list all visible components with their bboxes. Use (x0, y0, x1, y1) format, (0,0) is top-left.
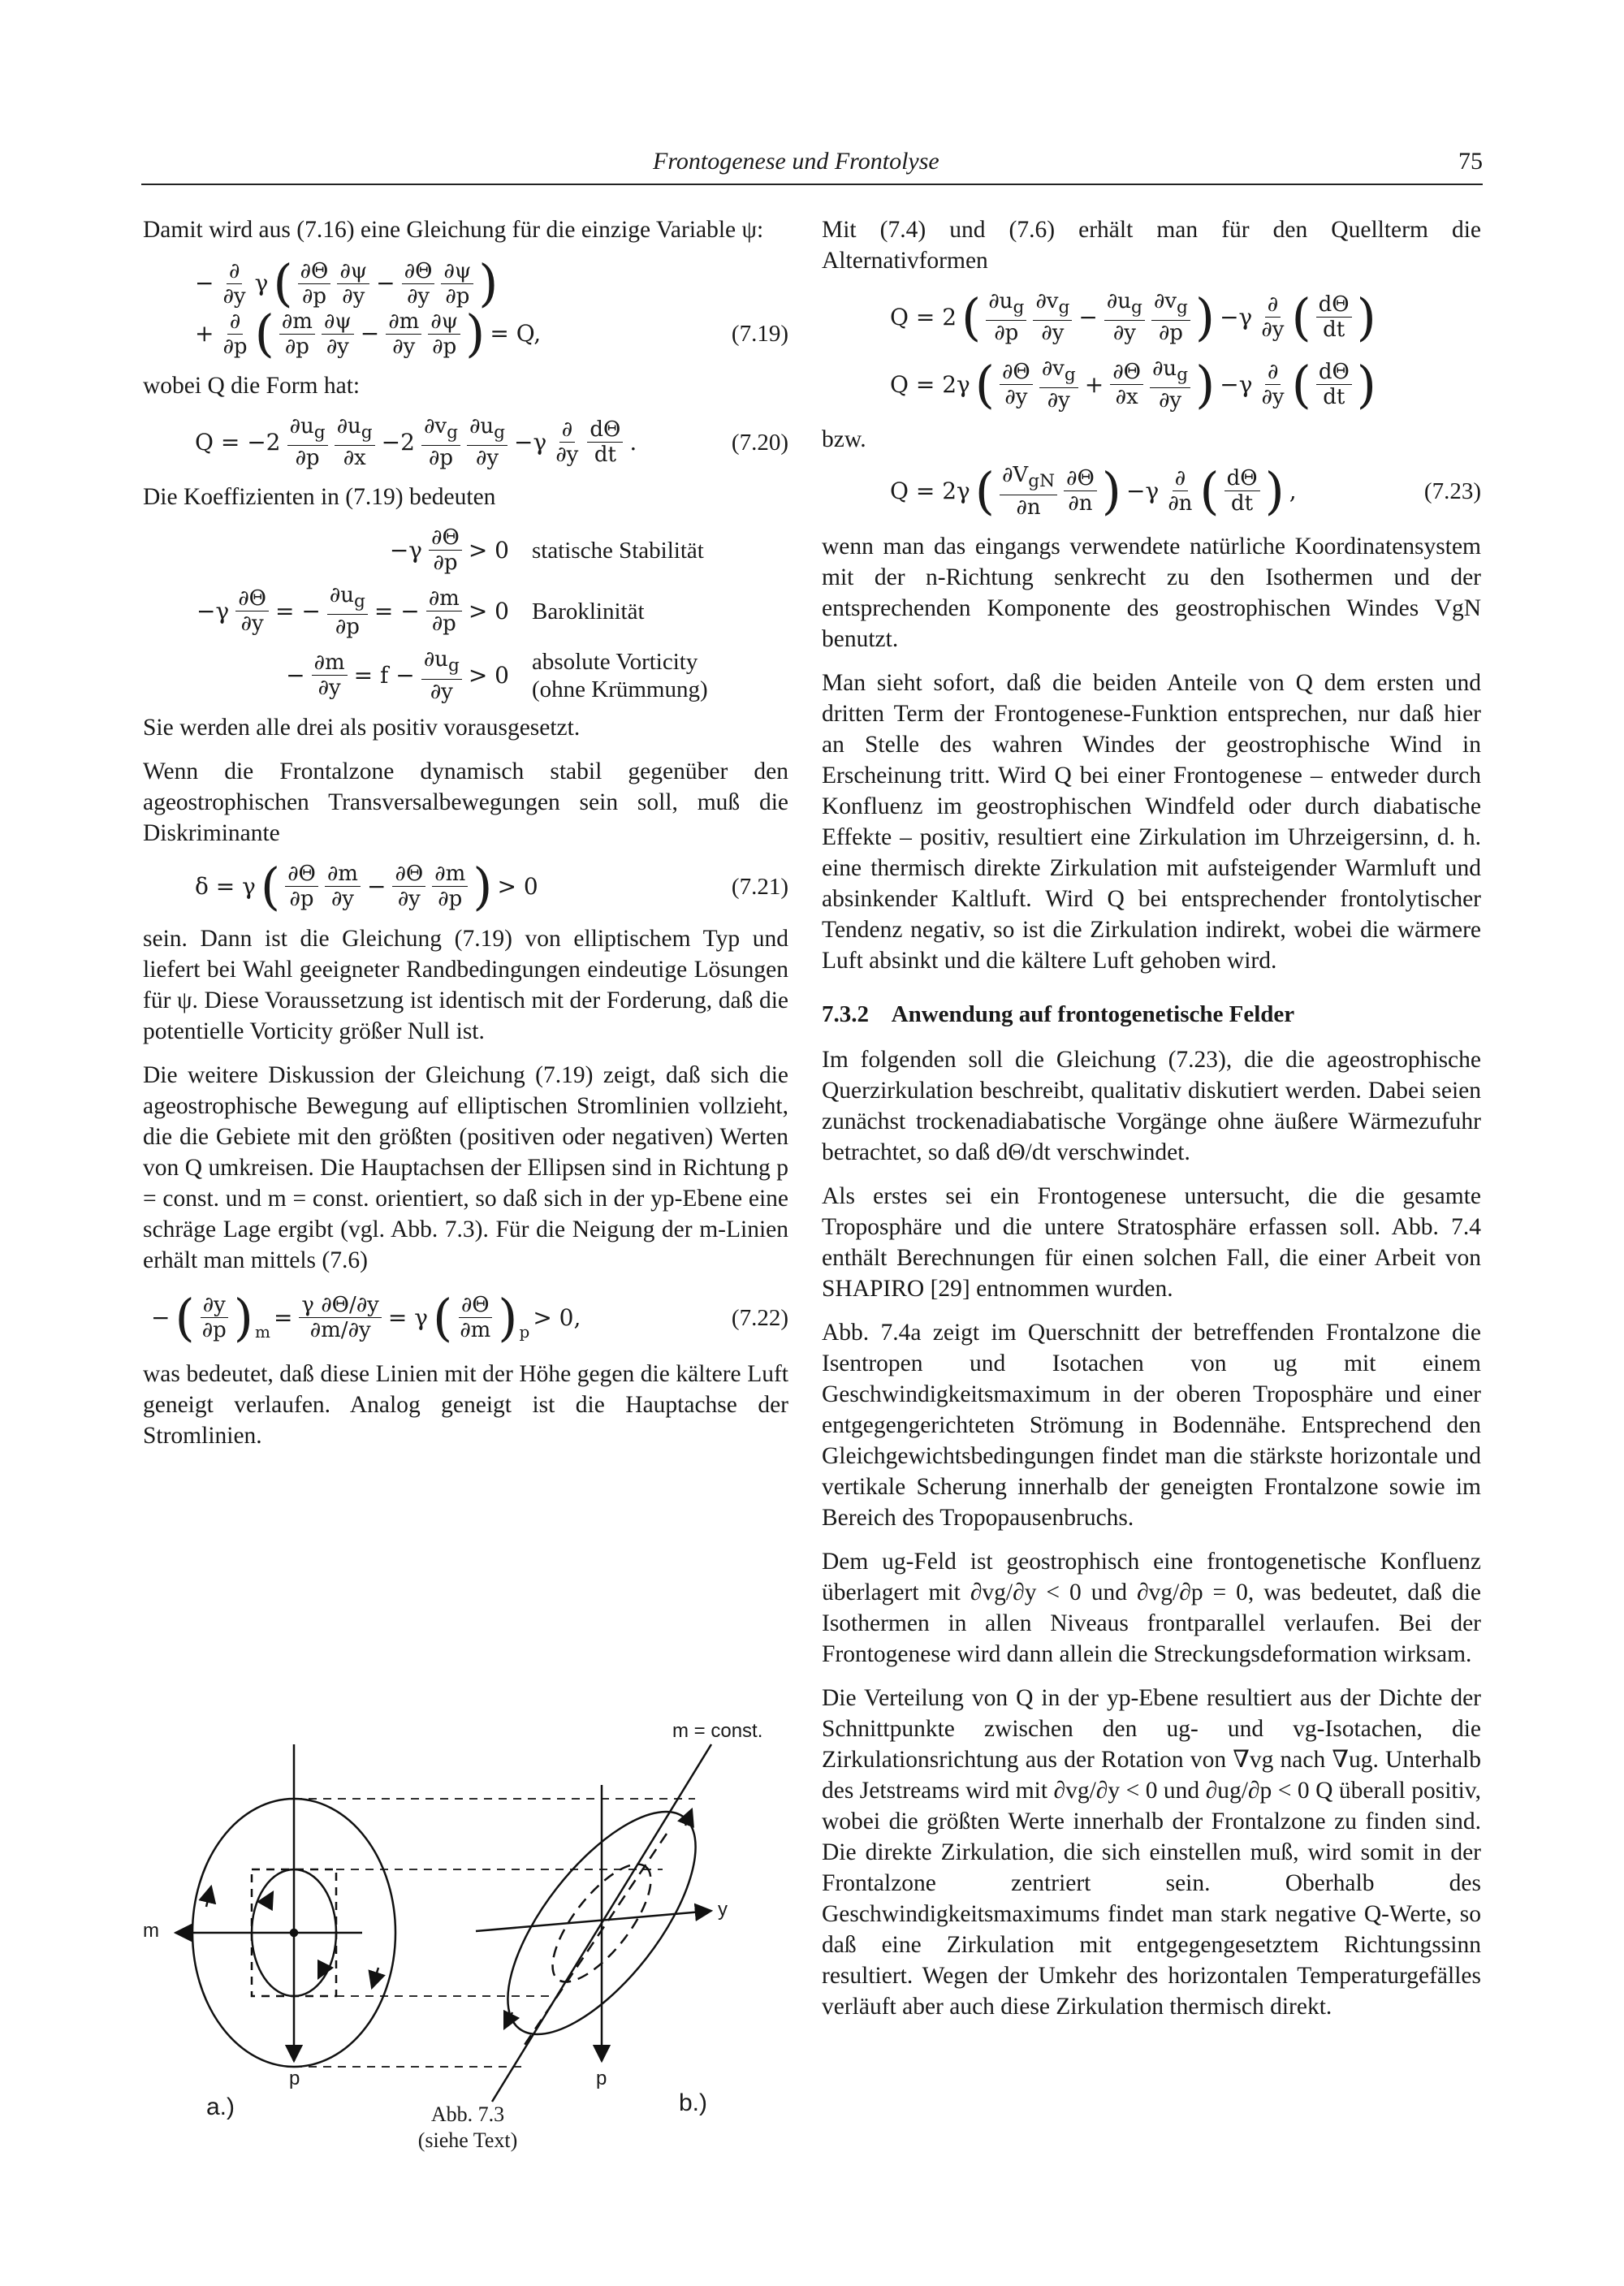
equation-line: Q = 2γ ( $\frac{\partial\Theta}{\partial y}$ $\frac{\partial v_g}{\partial y}$ + $\frac{\partial\Theta}{\partial x}$ $\frac{\partial u_g}{\partial y}$ ) −γ $\frac{\partial}{\partial y}$ ( $\frac{d\Theta}{dt}$ ) (890, 354, 1376, 414)
equation-number: (7.23) (1423, 478, 1481, 504)
equation-number: (7.21) (731, 873, 788, 900)
paragraph: Die Verteilung von Q in der yp-Ebene resultiert aus der Dichte der Schnittpunkte zwischen den ug- und vg-Isotachen, die Zirkulationsrichtung aus der Rotation von ∇vg nach ∇ug. Unterhalb des Jetstreams wird mit ∂vg/∂y < 0 und ∂ug/∂p < 0 Q überall positiv, wobei die größten Werte innerhalb der Frontalzone zu finden sind. Die direkte Zirkulation, die sich einstellen muß, wird somit in der Frontalzone zentriert sein. Oberhalb des Geschwindigkeitsmaximums findet man stark negative Q-Werte, so daß eine Zirkulation mit entgegengesetztem Richtungssinn resultiert. Wegen der Umkehr des horizontalen Temperaturgefälles verläuft aber auch diese Zirkulation thermisch direkt. (822, 1684, 1481, 2020)
circulation-arrow-a (372, 1968, 378, 1988)
equation-line: Q = 2γ ( $\frac{\partial V_{gN}}{\partial n}$ $\frac{\partial\Theta}{\partial n}$ ) −γ $\frac{\partial}{\partial n}$ ( $\frac{d\Theta}{dt}$ ) , (890, 460, 1297, 521)
section-title: Anwendung auf frontogenetische Felder (891, 1000, 1295, 1027)
label-p-b: p (596, 2068, 607, 2089)
paragraph: wobei Q die Form hat: (143, 373, 361, 399)
paragraph: Die weitere Diskussion der Gleichung (7.19) zeigt, daß sich die ageostrophische Bewegung auf elliptischen Stromlinien vollzieht, die die Gebiete mit den größten (positiven oder negativen) Werten von Q umkreisen. Die Hauptachsen der Ellipsen sind in Richtung p = const. und m = const. orientiert, so daß sich in der yp-Ebene eine schräge Lage ergibt (vgl. Abb. 7.3). Für die Neigung der m-Linien erhält man mittels (7.6) (143, 1061, 788, 1273)
equation-line: − ( $\frac{\partial y}{\partial p}$ ) m = $\frac{\gamma \partial\Theta/\partial y}{\partial m/\partial y}$ = γ ( $\frac{\partial\Theta}{\partial m}$ ) p > 0, (151, 1287, 581, 1347)
label-y: y (718, 1899, 728, 1921)
paragraph: Abb. 7.4a zeigt im Querschnitt der betreffenden Frontalzone die Isentropen und Isotachen von ug mit einem Geschwindigkeitsmaximum in der oberen Troposphäre und einer entgegengerichteten Strömung in Bodennähe. Entsprechend den Gleichgewichtsbedingungen findet man die stärkste horizontale und vertikale Scherung innerhalb der geneigten Frontalzone sowie im Bereich des Tropopausenbruchs. (822, 1319, 1481, 1531)
equation-line: Q = −2 $\frac{\partial u_g}{\partial p}$ $\frac{\partial u_g}{\partial x}$ −2 $\frac{\partial v_g}{\partial p}$ $\frac{\partial u_g}{\partial y}$ −γ $\frac{\partial}{\partial y}$ $\frac{d\Theta}{dt}$ . (195, 414, 637, 471)
equation-q-alt-1 (822, 289, 1481, 345)
paragraph: wenn man das eingangs verwendete natürliche Koordinatensystem mit der n-Richtung senkrecht zu den Isothermen und der entsprechenden Komponente des geostrophischen Windes VgN benutzt. (822, 533, 1481, 652)
equation-7-19 (143, 253, 788, 363)
figure-caption-line: Abb. 7.3 (430, 2102, 505, 2126)
equation-7-21 (143, 856, 788, 916)
figure-a (175, 1799, 395, 2067)
coefficient-row: −γ $\frac{\partial\Theta}{\partial y}$ = − $\frac{\partial u_g}{\partial p}$ = − $\frac{\partial m}{\partial p}$ > 0 Baroklinität (197, 583, 645, 640)
paragraph: Wenn die Frontalzone dynamisch stabil gegenüber den ageostrophischen Transversalbewegungen sein soll, muß die Diskriminante (143, 758, 788, 846)
paragraph: was bedeutet, daß diese Linien mit der Höhe gegen die kältere Luft geneigt verlaufen. Analog geneigt ist die Hauptachse der Stromlinien. (143, 1360, 788, 1449)
equation-line: + $\frac{\partial}{\partial p}$ ( $\frac{\partial m}{\partial p}$ $\frac{\partial\psi}{\partial y}$ − $\frac{\partial m}{\partial y}$ $\frac{\partial\psi}{\partial p}$ ) = Q, (195, 304, 542, 363)
figure-caption-line: (siehe Text) (417, 2128, 518, 2152)
paragraph: Die Koeffizienten in (7.19) bedeuten (143, 484, 496, 511)
label-p-a: p (289, 2068, 300, 2089)
equation-line: Q = 2 ( $\frac{\partial u_g}{\partial p}$ $\frac{\partial v_g}{\partial y}$ − $\frac{\partial u_g}{\partial y}$ $\frac{\partial v_g}{\partial p}$ ) −γ $\frac{\partial}{\partial y}$ ( $\frac{d\Theta}{dt}$ ) (890, 287, 1376, 347)
circulation-arrow-b (504, 2012, 512, 2029)
equation-number: (7.22) (731, 1304, 788, 1331)
coefficient-label: Baroklinität (532, 598, 645, 624)
coefficient-label-line: (ohne Krümmung) (532, 676, 708, 702)
paragraph: Mit (7.4) und (7.6) erhält man für den Quellterm die Alternativformen (822, 217, 1481, 274)
equation-line: − $\frac{\partial}{\partial y}$ γ ( $\frac{\partial\Theta}{\partial p}$ $\frac{\partial\psi}{\partial y}$ − $\frac{\partial\Theta}{\partial y}$ $\frac{\partial\psi}{\partial p}$ ) (195, 253, 499, 313)
equation-q-alt-2 (822, 354, 1481, 414)
center-point-a (291, 1929, 297, 1936)
paragraph: Dem ug-Feld ist geostrophisch eine frontogenetische Konfluenz überlagert mit ∂vg/∂y < 0 und ∂vg/∂p = 0, was bedeutet, daß die Isothermen in allen Niveaus frontparallel verlaufen. Bei der Frontogenese wird dann allein die Streckungsdeformation wirksam. (822, 1548, 1481, 1667)
equation-number: (7.20) (731, 429, 788, 456)
running-head (141, 148, 1483, 185)
circulation-arrow-a (266, 1892, 273, 1904)
paragraph: Sie werden alle drei als positiv vorausgesetzt. (143, 714, 581, 741)
coefficient-row: − $\frac{\partial m}{\partial y}$ = f − $\frac{\partial u_g}{\partial y}$ > 0 absolute Vorticity (ohne Krümmung) (286, 647, 708, 704)
coefficient-label-line: absolute Vorticity (532, 648, 698, 675)
label-a: a.) (206, 2094, 235, 2120)
figure-caption (378, 2102, 557, 2154)
equation-line: δ = γ ( $\frac{\partial\Theta}{\partial p}$ $\frac{\partial m}{\partial y}$ − $\frac{\partial\Theta}{\partial y}$ $\frac{\partial m}{\partial p}$ ) > 0 (195, 856, 538, 916)
equation-7-20 (143, 414, 788, 470)
figure-b (474, 1744, 728, 2102)
equation-7-22 (143, 1289, 788, 1347)
right-column (822, 214, 1481, 2035)
paragraph: Damit wird aus (7.16) eine Gleichung für die einzige Variable ψ: (143, 217, 764, 243)
coefficient-label: statische Stabilität (532, 537, 704, 564)
equation-7-23 (822, 460, 1481, 521)
section-heading (822, 999, 1481, 1030)
running-title: Frontogenese und Frontolyse (653, 148, 939, 175)
paragraph: bzw. (822, 426, 866, 453)
left-column (143, 214, 788, 1464)
paragraph: Man sieht sofort, daß die beiden Anteile von Q dem ersten und dritten Term der Frontogenese-Funktion entsprechen, nur daß hier an Stelle des wahren Windes der geostrophische Wind in Erscheinung tritt. Wird Q bei einer Frontogenese – entweder durch Konfluenz im geostrophischen Windfeld oder durch diabatische Effekte – positiv, resultiert eine Zirkulation im Uhrzeigersinn, d. h. eine thermisch direkte Zirkulation mit aufsteigender Warmluft und absinkender Kaltluft. Wird Q bei entsprechender frontolytischer Tendenz negativ, so ist die Zirkulation indirekt, wobei die wärmere Luft absinkt und die kältere Luft gehoben wird. (822, 669, 1481, 974)
label-m: m (143, 1920, 159, 1942)
label-m-const: m = const. (672, 1720, 763, 1742)
page-number: 75 (1458, 148, 1483, 175)
circulation-arrow-a (206, 1886, 211, 1907)
label-b: b.) (679, 2089, 708, 2116)
paragraph: Im folgenden soll die Gleichung (7.23), die die ageostrophische Querzirkulation beschreibt, qualitativ diskutiert werden. Dabei seien zunächst trockenadiabatische Vorgänge ohne äußere Wärmezufuhr betrachtet, so daß dΘ/dt verschwindet. (822, 1046, 1481, 1165)
dashed-axis-b (525, 1834, 667, 2045)
figure-7-3 (143, 1720, 793, 2175)
paragraph: Als erstes sei ein Frontogenese untersucht, die die gesamte Troposphäre und die untere Stratosphäre erfassen soll. Abb. 7.4 enthält Berechnungen für einen solchen Fall, die einer Arbeit von SHAPIRO [29] entnommen wurden. (822, 1182, 1481, 1302)
equation-number: (7.19) (731, 321, 788, 347)
coefficient-row: −γ $\frac{\partial\Theta}{\partial p}$ > 0 statische Stabilität (389, 525, 704, 576)
coefficient-label (512, 648, 708, 703)
paragraph: sein. Dann ist die Gleichung (7.19) von elliptischem Typ und liefert bei Wahl geeigneter Randbedingungen eindeutige Lösungen für ψ. Diese Voraussetzung ist identisch mit der Forderung, daß die potentielle Vorticity größer Null ist. (143, 925, 788, 1044)
section-number: 7.3.2 (822, 1000, 869, 1027)
